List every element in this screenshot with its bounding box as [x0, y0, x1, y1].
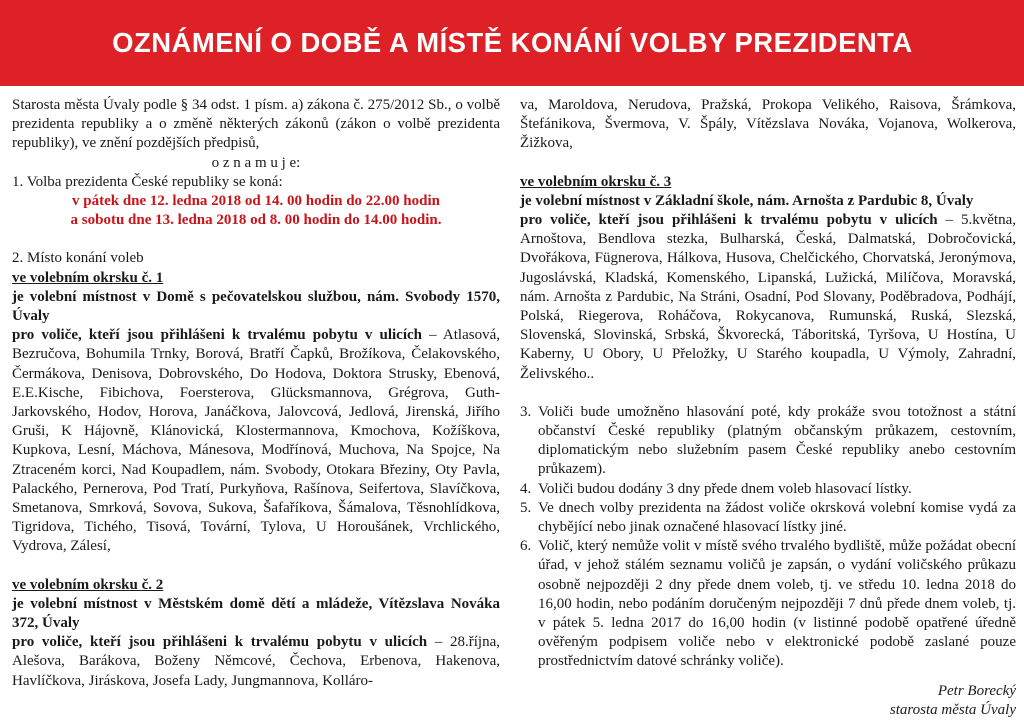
point-3-number: 3.	[520, 403, 532, 420]
point-2: 2. Místo konání voleb	[12, 250, 144, 267]
district-2-voters: pro voliče, kteří jsou přihlášeni k trvalému pobytu v ulicích	[12, 634, 428, 651]
district-3-streets: – 5.května, Arnoštova, Bendlova stezka, Bulharská, Česká, Dalmatská, Dobročovická, Dvořákova, Fügnerova, Hálkova, Husova, Chelčického, Chorvatská, Jeronýmova, Jugoslávská, Kladská, Komenského, Lipanská, Lužická, Milíčova, Moravská, nám. Arnošta z Pardubic, Na Stráni, Osadní, Pod Slovany, Poděbradova, Podhájí, Polská, Riegerova, Roháčova, Rokycanova, Rumunská, Ruská, Slezská, Slovenská, Slovinská, Srbská, Škvorecká, Táboritská, Tyršova, U Hostína, U Kaberny, U Obory, U Přeložky, U Starého koupadla, U Výmoly, Zahradní, Želivského..	[520, 212, 1016, 382]
point-4	[520, 480, 1016, 499]
signature-name: Petr Borecký	[937, 682, 1016, 699]
district-3-place: je volební místnost v Základní škole, nám. Arnošta z Pardubic 8, Úvaly	[520, 192, 974, 209]
district-2-place: je volební místnost v Městském domě dětí a mládeže, Vítězslava Nováka 372, Úvaly	[12, 595, 500, 632]
election-date-1: v pátek dne 12. ledna 2018 od 14. 00 hodin do 22.00 hodin	[71, 193, 440, 210]
district-2-streets: – 28.října, Alešova, Barákova, Boženy Němcové, Čechova, Erbenova, Hakenova, Havlíčkova, Jiráskova, Josefa Lady, Jungmannova, Kolláro-	[12, 634, 500, 689]
district-2-streets-continued: va, Maroldova, Nerudova, Pražská, Prokopa Velikého, Raisova, Šrámkova, Štefánikova, Švermova, V. Špály, Vítězslava Nováka, Vojanova, Wolkerova, Žižkova,	[520, 97, 1016, 152]
election-date-2: a sobotu dne 13. ledna 2018 od 8. 00 hodin do 14.00 hodin.	[70, 212, 442, 229]
district-1-voters: pro voliče, kteří jsou přihlášeni k trvalému pobytu v ulicích	[12, 327, 423, 344]
point-5-text: Ve dnech volby prezidenta na žádost voliče okrsková volební komise vydá za chybějící nebo jinak označené hlasovací lístky jiné.	[538, 499, 1016, 536]
point-6-number: 6.	[520, 538, 532, 555]
district-3-voters: pro voliče, kteří jsou přihlášeni k trvalému pobytu v ulicích	[520, 212, 938, 229]
district-1-heading: ve volebním okrsku č. 1	[12, 269, 164, 286]
district-3-heading: ve volebním okrsku č. 3	[520, 173, 672, 190]
point-6-text: Volič, který nemůže volit v místě svého trvalého bydliště, může požádat obecní úřad, v jehož stálém seznamu voličů je zapsán, o vydání voličského průkazu osobně nejpozději 2 dny předе dnem voleb, tj. ve středu 10. ledna 2018 do 16,00 hodin, nebo podáním doručeným nejpozději 7 dnů předе dnem voleb, tj. v pátek 5. ledna 2017 do 16,00 hodin (v listinné podobě opatřené úředně ověřeným podpisem voliče nebo v elektronické podobě zaslané pouze prostřednictvím datové schránky voliče).	[538, 538, 1016, 670]
point-4-number: 4.	[520, 480, 532, 497]
district-2-streets-paragraph	[12, 633, 500, 691]
point-1: 1. Volba prezidenta České republiky se koná:	[12, 173, 283, 190]
right-column	[520, 96, 1016, 720]
district-3-streets-paragraph	[520, 211, 1016, 384]
header-banner	[0, 0, 1024, 86]
district-1-place: je volební místnost v Domě s pečovatelskou službou, nám. Svobody 1570, Úvaly	[12, 288, 500, 325]
point-5	[520, 499, 1016, 537]
page-title: OZNÁMENÍ O DOBĚ A MÍSTĚ KONÁNÍ VOLBY PREZIDENTA	[111, 27, 913, 58]
point-4-text: Voliči budou dodány 3 dny předе dnem voleb hlasovací lístky.	[538, 480, 912, 497]
district-2-heading: ve volebním okrsku č. 2	[12, 576, 164, 593]
announces-line: o z n a m u j e:	[211, 154, 301, 171]
point-3	[520, 403, 1016, 480]
district-1-streets: – Atlasová, Bezručova, Bohumila Trnky, Borová, Bratří Čapků, Brožíkova, Čelakovského, Čermákova, Denisova, Dobrovského, Do Hodova, Doktora Strusky, Ebenová, E.E.Kische, Fibichova, Foersterova, Glücksmannova, Grégrova, Guth-Jarkovského, Hodov, Horova, Janáčkova, Jalovcová, Jedlová, Jirenská, Jiřího Gruši, K Hájovně, Klánovická, Klostermannova, Kmochova, Kožíškova, Kupkova, Lesní, Máchova, Mánesova, Modřínová, Muchova, Na Spojce, Na Ztraceném korci, Nad Koupadlem, nám. Svobody, Otokara Březiny, Oty Pavla, Palackého, Pernerova, Pod Tratí, Purkyňova, Rašínova, Seifertova, Slavíčkova, Smetanova, Smrková, Sovova, Sukova, Šafaříkova, Šámalova, Těsnohlídkova, Tigridova, Tichého, Tisová, Tovární, Tylova, U Horoušánek, Vrchlického, Vydrova, Zálesí,	[12, 327, 500, 555]
point-3-text: Voliči bude umožněno hlasování poté, kdy prokáže svou totožnost a státní občanství České republiky (platným občanským průkazem, cestovním, diplomatickým nebo služebním pasem České republiky anebo cestovním průkazem).	[538, 403, 1016, 478]
intro-paragraph: Starosta města Úvaly podle § 34 odst. 1 písm. a) zákona č. 275/2012 Sb., o volbě prezidenta republiky a o změně některých zákonů (zákon o volbě prezidenta republiky), ve znění pozdějších předpisů,	[12, 97, 500, 152]
signature-title: starosta města Úvaly	[889, 701, 1016, 718]
left-column	[12, 96, 500, 691]
district-1-streets-paragraph	[12, 326, 500, 556]
point-6	[520, 537, 1016, 671]
point-5-number: 5.	[520, 499, 532, 516]
